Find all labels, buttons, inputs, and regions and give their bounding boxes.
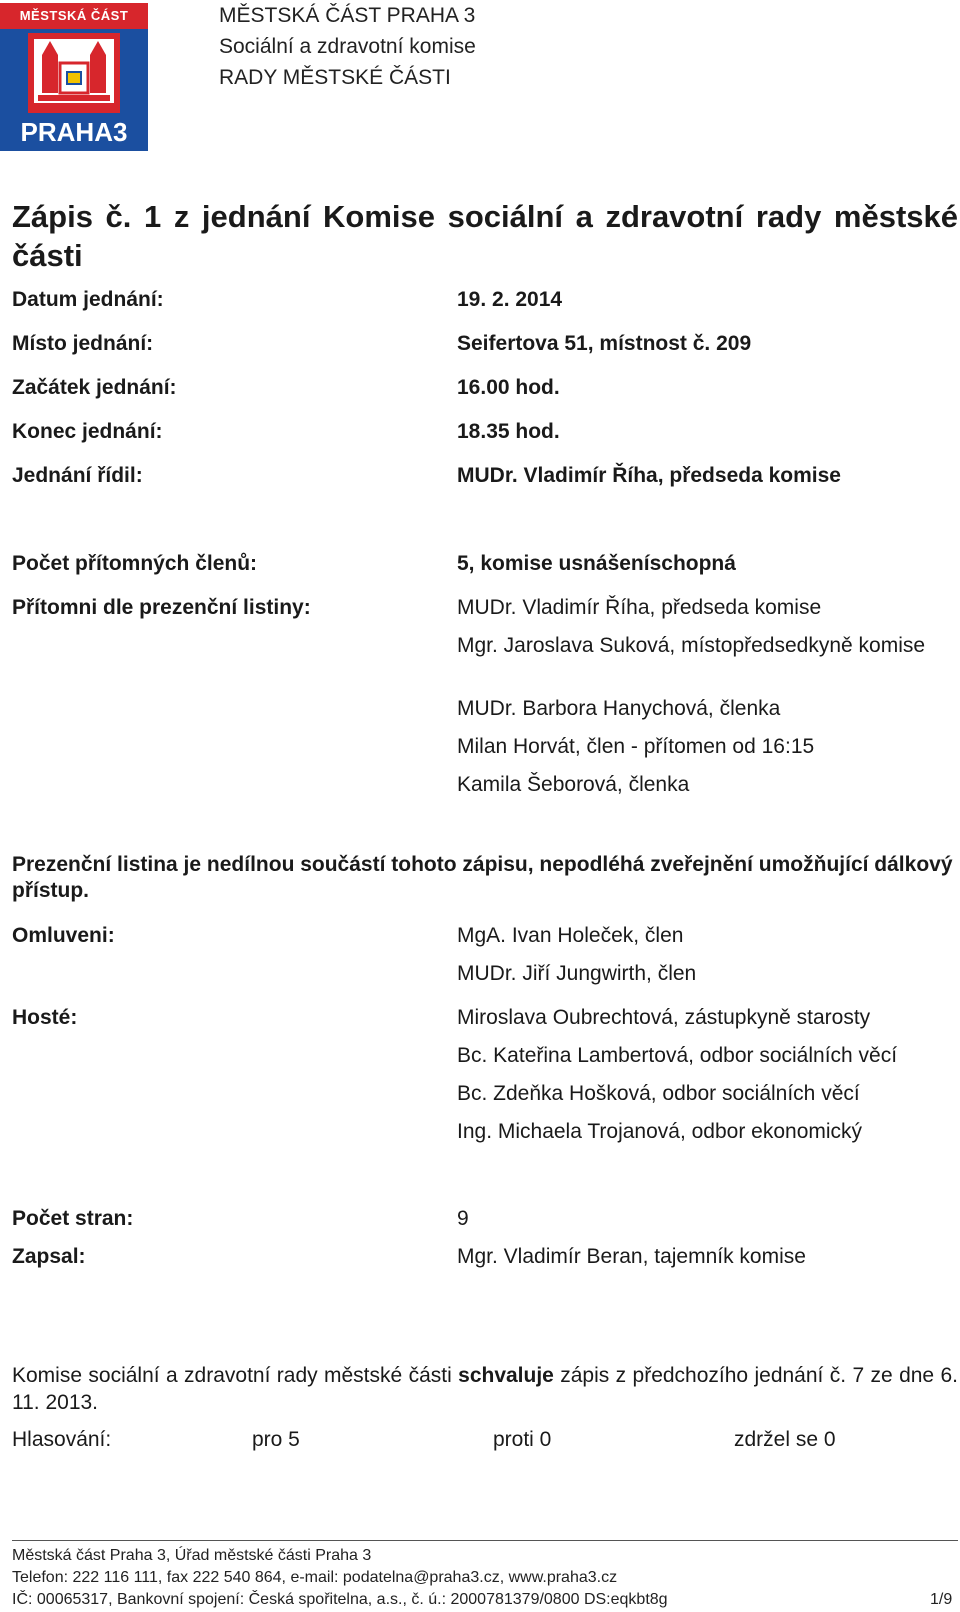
attendance-count-value: 5, komise usnášeníschopná xyxy=(457,552,736,575)
vote-proti: proti 0 xyxy=(493,1428,552,1451)
excused-member: MgA. Ivan Holeček, člen xyxy=(457,924,684,947)
resolution-text-before: Komise sociální a zdravotní rady městské části xyxy=(12,1364,459,1387)
logo-top-text: MĚSTSKÁ ČÁST xyxy=(0,3,148,29)
recorder-value: Mgr. Vladimír Beran, tajemník komise xyxy=(457,1245,806,1268)
place-value: Seifertova 51, místnost č. 209 xyxy=(457,332,752,355)
attendance-note: Prezenční listina je nedílnou součástí tohoto zápisu, nepodléhá zveřejnění umožňující dálkový přístup. xyxy=(12,853,953,902)
start-value: 16.00 hod. xyxy=(457,376,560,399)
date-label: Datum jednání: xyxy=(12,288,164,311)
guest-item: Bc. Zdeňka Hošková, odbor sociálních věcí xyxy=(457,1082,860,1105)
praha3-crest-icon xyxy=(28,33,120,113)
excused-member: MUDr. Jiří Jungwirth, člen xyxy=(457,962,697,985)
pages-label: Počet stran: xyxy=(12,1207,134,1230)
footer-bank: IČ: 00065317, Bankovní spojení: Česká spořitelna, a.s., č. ú.: 2000781379/0800 DS:eqkbt8g xyxy=(12,1591,668,1608)
footer-divider xyxy=(12,1540,958,1541)
header-council: RADY MĚSTSKÉ ČÁSTI xyxy=(219,66,451,89)
header-commission: Sociální a zdravotní komise xyxy=(219,35,476,58)
chair-value: MUDr. Vladimír Říha, předseda komise xyxy=(457,464,841,487)
chair-label: Jednání řídil: xyxy=(12,464,143,487)
footer-contact: Telefon: 222 116 111, fax 222 540 864, e-mail: podatelna@praha3.cz, www.praha3.cz xyxy=(12,1569,618,1586)
vote-label: Hlasování: xyxy=(12,1428,112,1451)
pages-value: 9 xyxy=(457,1207,469,1230)
start-label: Začátek jednání: xyxy=(12,376,177,399)
resolution-verb: schvaluje xyxy=(458,1364,554,1387)
guest-item: Bc. Kateřina Lambertová, odbor sociálních věcí xyxy=(457,1044,898,1067)
footer-office: Městská část Praha 3, Úřad městské části Praha 3 xyxy=(12,1547,372,1564)
present-member: Kamila Šeborová, členka xyxy=(457,773,690,796)
vote-zdrzel: zdržel se 0 xyxy=(734,1428,836,1451)
footer-page-number: 1/9 xyxy=(930,1591,953,1608)
present-label: Přítomni dle prezenční listiny: xyxy=(12,596,311,619)
resolution-text xyxy=(12,1362,958,1416)
end-value: 18.35 hod. xyxy=(457,420,560,443)
guest-item: Miroslava Oubrechtová, zástupkyně starosty xyxy=(457,1006,871,1029)
logo-bottom-text: PRAHA3 xyxy=(20,117,128,147)
date-value: 19. 2. 2014 xyxy=(457,288,563,311)
present-member: Milan Horvát, člen - přítomen od 16:15 xyxy=(457,735,815,758)
header-municipality: MĚSTSKÁ ČÁST PRAHA 3 xyxy=(219,4,476,27)
attendance-count-label: Počet přítomných členů: xyxy=(12,552,258,575)
guest-item: Ing. Michaela Trojanová, odbor ekonomický xyxy=(457,1120,863,1143)
present-member: MUDr. Barbora Hanychová, členka xyxy=(457,697,781,720)
resolution-text-after: zápis z předchozího jednání č. 7 ze dne 6. 11. 2013. xyxy=(12,1364,959,1414)
present-member: MUDr. Vladimír Říha, předseda komise xyxy=(457,596,822,619)
place-label: Místo jednání: xyxy=(12,332,154,355)
recorder-label: Zapsal: xyxy=(12,1245,86,1268)
vote-pro: pro 5 xyxy=(252,1428,300,1451)
excused-label: Omluveni: xyxy=(12,924,115,947)
document-title: Zápis č. 1 z jednání Komise sociální a zdravotní rady městské části xyxy=(12,199,958,273)
end-label: Konec jednání: xyxy=(12,420,163,443)
praha3-logo xyxy=(0,3,148,151)
present-member: Mgr. Jaroslava Suková, místopředsedkyně komise xyxy=(457,634,926,657)
guests-label: Hosté: xyxy=(12,1006,78,1029)
